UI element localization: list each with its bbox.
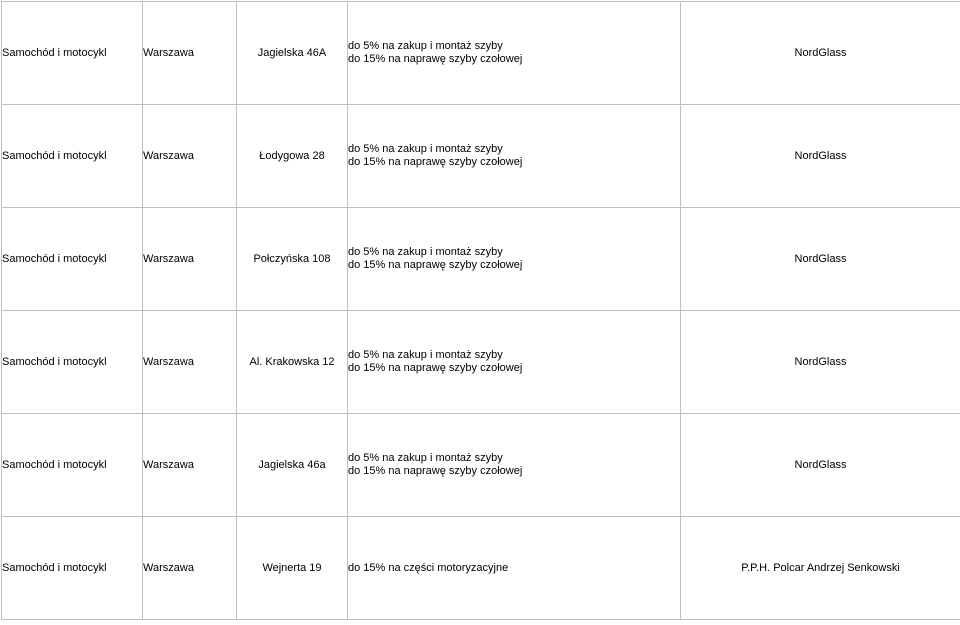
city-cell: Warszawa	[143, 517, 237, 620]
table-row	[2, 517, 960, 620]
discount-line: do 15% na naprawę szyby czołowej	[348, 362, 680, 375]
category-cell: Samochód i motocykl	[2, 517, 143, 620]
partner-discount-table	[1, 1, 960, 620]
discount-line: do 5% na zakup i montaż szyby	[348, 452, 680, 465]
category-cell: Samochód i motocykl	[2, 105, 143, 208]
table-row	[2, 2, 960, 105]
discount-cell	[348, 414, 681, 517]
discount-line: do 15% na naprawę szyby czołowej	[348, 53, 680, 66]
discount-cell	[348, 208, 681, 311]
partner-cell: NordGlass	[681, 208, 960, 311]
category-cell: Samochód i motocykl	[2, 414, 143, 517]
discount-cell	[348, 311, 681, 414]
partner-cell: NordGlass	[681, 311, 960, 414]
address-cell: Jagielska 46a	[237, 414, 348, 517]
discount-line: do 5% na zakup i montaż szyby	[348, 143, 680, 156]
table-row	[2, 414, 960, 517]
address-cell: Al. Krakowska 12	[237, 311, 348, 414]
discount-line: do 5% na zakup i montaż szyby	[348, 246, 680, 259]
discount-line: do 5% na zakup i montaż szyby	[348, 349, 680, 362]
city-cell: Warszawa	[143, 105, 237, 208]
table-row	[2, 208, 960, 311]
discount-line: do 15% na naprawę szyby czołowej	[348, 156, 680, 169]
discount-line: do 5% na zakup i montaż szyby	[348, 40, 680, 53]
discount-cell	[348, 105, 681, 208]
partner-cell: NordGlass	[681, 414, 960, 517]
partner-cell: P.P.H. Polcar Andrzej Senkowski	[681, 517, 960, 620]
discount-line: do 15% na naprawę szyby czołowej	[348, 465, 680, 478]
discount-cell	[348, 2, 681, 105]
table-row	[2, 105, 960, 208]
city-cell: Warszawa	[143, 208, 237, 311]
partner-cell: NordGlass	[681, 105, 960, 208]
city-cell: Warszawa	[143, 414, 237, 517]
category-cell: Samochód i motocykl	[2, 208, 143, 311]
discount-cell	[348, 517, 681, 620]
category-cell: Samochód i motocykl	[2, 2, 143, 105]
city-cell: Warszawa	[143, 311, 237, 414]
address-cell: Łodygowa 28	[237, 105, 348, 208]
address-cell: Wejnerta 19	[237, 517, 348, 620]
address-cell: Jagielska 46A	[237, 2, 348, 105]
city-cell: Warszawa	[143, 2, 237, 105]
partner-cell: NordGlass	[681, 2, 960, 105]
address-cell: Połczyńska 108	[237, 208, 348, 311]
discount-line: do 15% na naprawę szyby czołowej	[348, 259, 680, 272]
discount-line: do 15% na części motoryzacyjne	[348, 562, 680, 575]
table-row	[2, 311, 960, 414]
table-body	[2, 2, 960, 620]
category-cell: Samochód i motocykl	[2, 311, 143, 414]
